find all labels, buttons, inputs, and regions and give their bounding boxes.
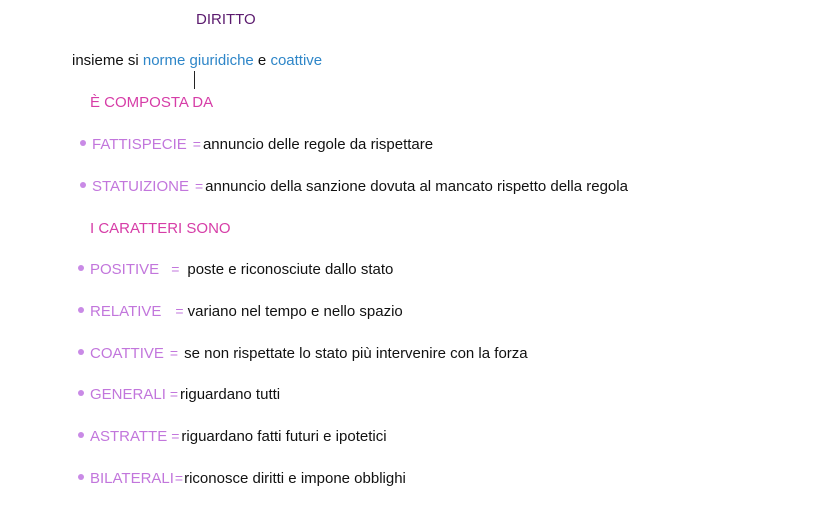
list-item xyxy=(78,304,403,320)
item-term: ASTRATTE xyxy=(90,428,168,445)
section-heading-composition: È COMPOSTA DA xyxy=(90,94,214,111)
bullet-icon xyxy=(80,182,86,188)
item-term: COATTIVE xyxy=(90,345,164,362)
bullet-icon xyxy=(80,140,86,146)
item-description: riguardano tutti xyxy=(180,386,281,403)
equals-sign: = xyxy=(171,261,178,277)
item-description: variano nel tempo e nello spazio xyxy=(187,303,403,320)
item-term: FATTISPECIE xyxy=(92,136,187,153)
item-term: GENERALI xyxy=(90,386,166,403)
bullet-icon xyxy=(78,349,84,355)
equals-sign: = xyxy=(171,428,178,444)
intro-term-coattive: coattive xyxy=(270,52,323,69)
item-term: POSITIVE xyxy=(90,261,160,278)
equals-sign: = xyxy=(192,136,199,152)
section-heading-characteristics: I CARATTERI SONO xyxy=(90,220,231,237)
list-item xyxy=(78,429,387,445)
intro-middle: e xyxy=(253,52,271,69)
list-item xyxy=(80,137,433,153)
list-item xyxy=(80,179,628,195)
item-description: se non rispettate lo stato più intervenire con la forza xyxy=(184,345,528,362)
intro-prefix: insieme si xyxy=(72,52,143,69)
bullet-icon xyxy=(78,474,84,480)
list-item xyxy=(78,471,406,487)
item-description: poste e riconosciute dallo stato xyxy=(187,261,394,278)
equals-sign: = xyxy=(174,470,182,486)
page-title: DIRITTO xyxy=(196,11,256,28)
intro-term-norme: norme giuridiche xyxy=(142,52,254,69)
bullet-icon xyxy=(78,265,84,271)
equals-sign: = xyxy=(169,345,177,361)
bullet-icon xyxy=(78,390,84,396)
equals-sign: = xyxy=(175,303,182,319)
item-description: riconosce diritti e impone obblighi xyxy=(184,470,406,487)
intro-line xyxy=(72,53,322,68)
equals-sign: = xyxy=(169,386,177,402)
text-cursor xyxy=(194,71,195,89)
list-item xyxy=(78,387,280,403)
item-description: riguardano fatti futuri e ipotetici xyxy=(181,428,387,445)
list-item xyxy=(78,346,528,362)
item-description: annuncio della sanzione dovuta al mancato rispetto della regola xyxy=(205,178,628,195)
bullet-icon xyxy=(78,432,84,438)
item-term: BILATERALI xyxy=(90,470,174,487)
equals-sign: = xyxy=(194,178,202,194)
item-term: RELATIVE xyxy=(90,303,162,320)
item-description: annuncio delle regole da rispettare xyxy=(202,136,434,153)
item-term: STATUIZIONE xyxy=(92,178,189,195)
list-item xyxy=(78,262,393,278)
bullet-icon xyxy=(78,307,84,313)
